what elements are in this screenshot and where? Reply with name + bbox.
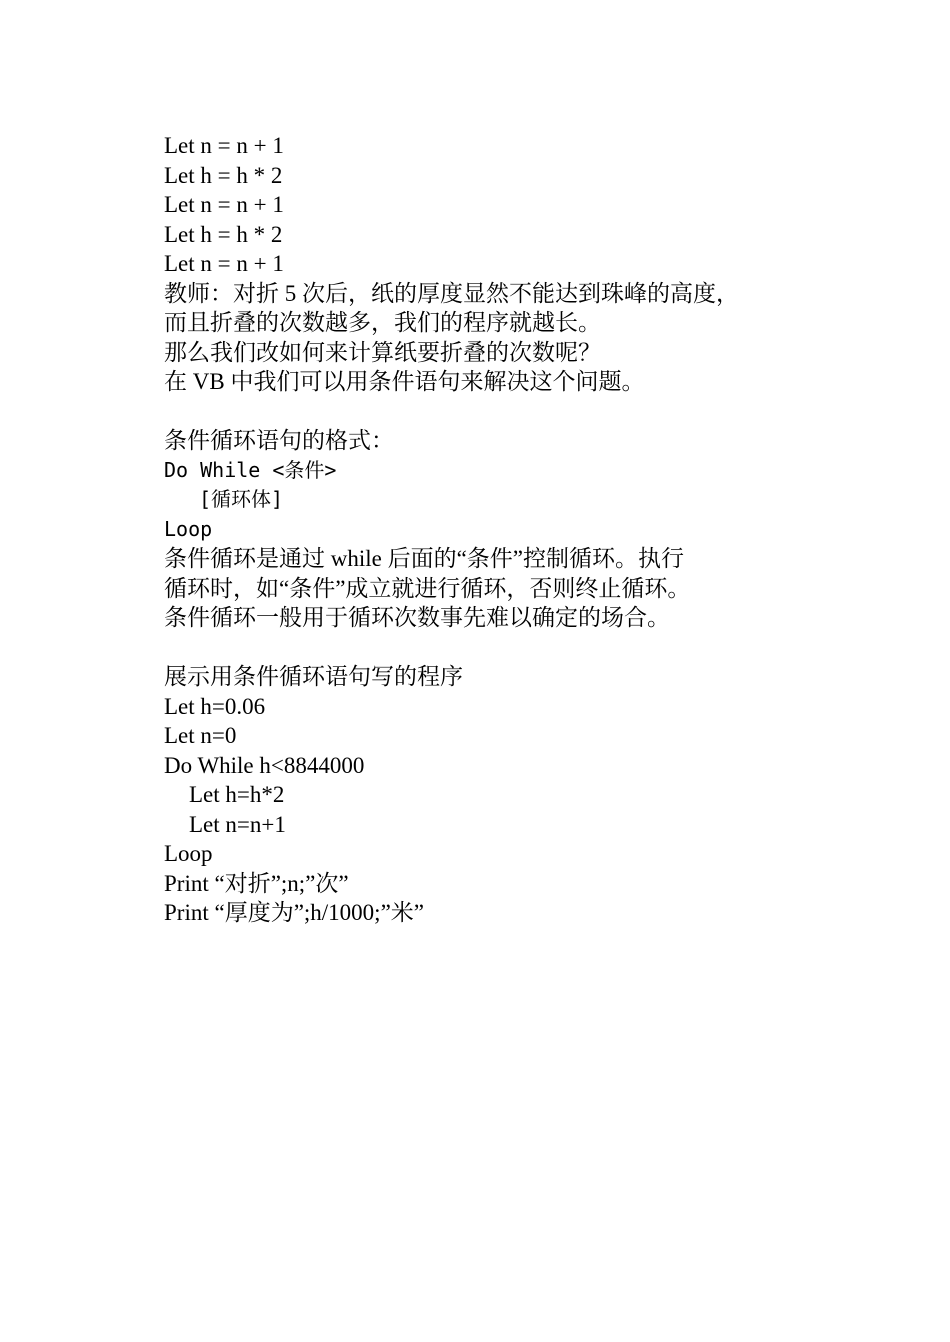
syntax-loop-body-line: [循环体] (199, 487, 284, 511)
code-line: Print “厚度为”;h/1000;”米” (164, 900, 424, 925)
code-line: Let n=n+1 (189, 811, 286, 837)
paragraph-line: 教师：对折 5 次后，纸的厚度显然不能达到珠峰的高度， (164, 280, 739, 306)
blank-line (164, 397, 804, 427)
blank-line (164, 633, 804, 663)
paragraph-line: 而且折叠的次数越多，我们的程序就越长。 (164, 310, 601, 335)
syntax-format-block (164, 426, 804, 544)
section-heading: 条件循环语句的格式： (164, 428, 394, 453)
code-line: Let h=h*2 (189, 782, 285, 807)
code-line: Let h = h * 2 (164, 221, 283, 247)
paragraph-line: 条件循环是通过 while 后面的“条件”控制循环。执行 (164, 546, 685, 571)
paragraph-line: 循环时，如“条件”成立就进行循环，否则终止循环。 (164, 575, 691, 601)
code-line: Do While h<8844000 (164, 752, 365, 778)
paragraph-line: 那么我们改如何来计算纸要折叠的次数呢？ (164, 339, 601, 365)
paragraph-line: 在 VB 中我们可以用条件语句来解决这个问题。 (164, 369, 645, 394)
code-line: Let n = n + 1 (164, 192, 284, 217)
code-line: Let n = n + 1 (164, 133, 284, 158)
code-line: Print “对折”;n;”次” (164, 870, 349, 896)
code-block-folding-steps (164, 131, 804, 279)
code-line: Let h=0.06 (164, 693, 266, 719)
code-line: Loop (164, 841, 213, 866)
syntax-do-while-line: Do While <条件> (164, 457, 337, 482)
teacher-paragraph (164, 279, 804, 397)
document-body (164, 131, 804, 928)
code-line: Let n=0 (164, 723, 237, 748)
demo-program-block (164, 662, 804, 928)
code-line: Let h = h * 2 (164, 162, 283, 188)
syntax-loop-line: Loop (164, 516, 213, 541)
paragraph-line: 条件循环一般用于循环次数事先难以确定的场合。 (164, 605, 670, 630)
section-heading: 展示用条件循环语句写的程序 (164, 664, 463, 689)
explanation-paragraph (164, 544, 804, 633)
code-line: Let n = n + 1 (164, 251, 284, 276)
